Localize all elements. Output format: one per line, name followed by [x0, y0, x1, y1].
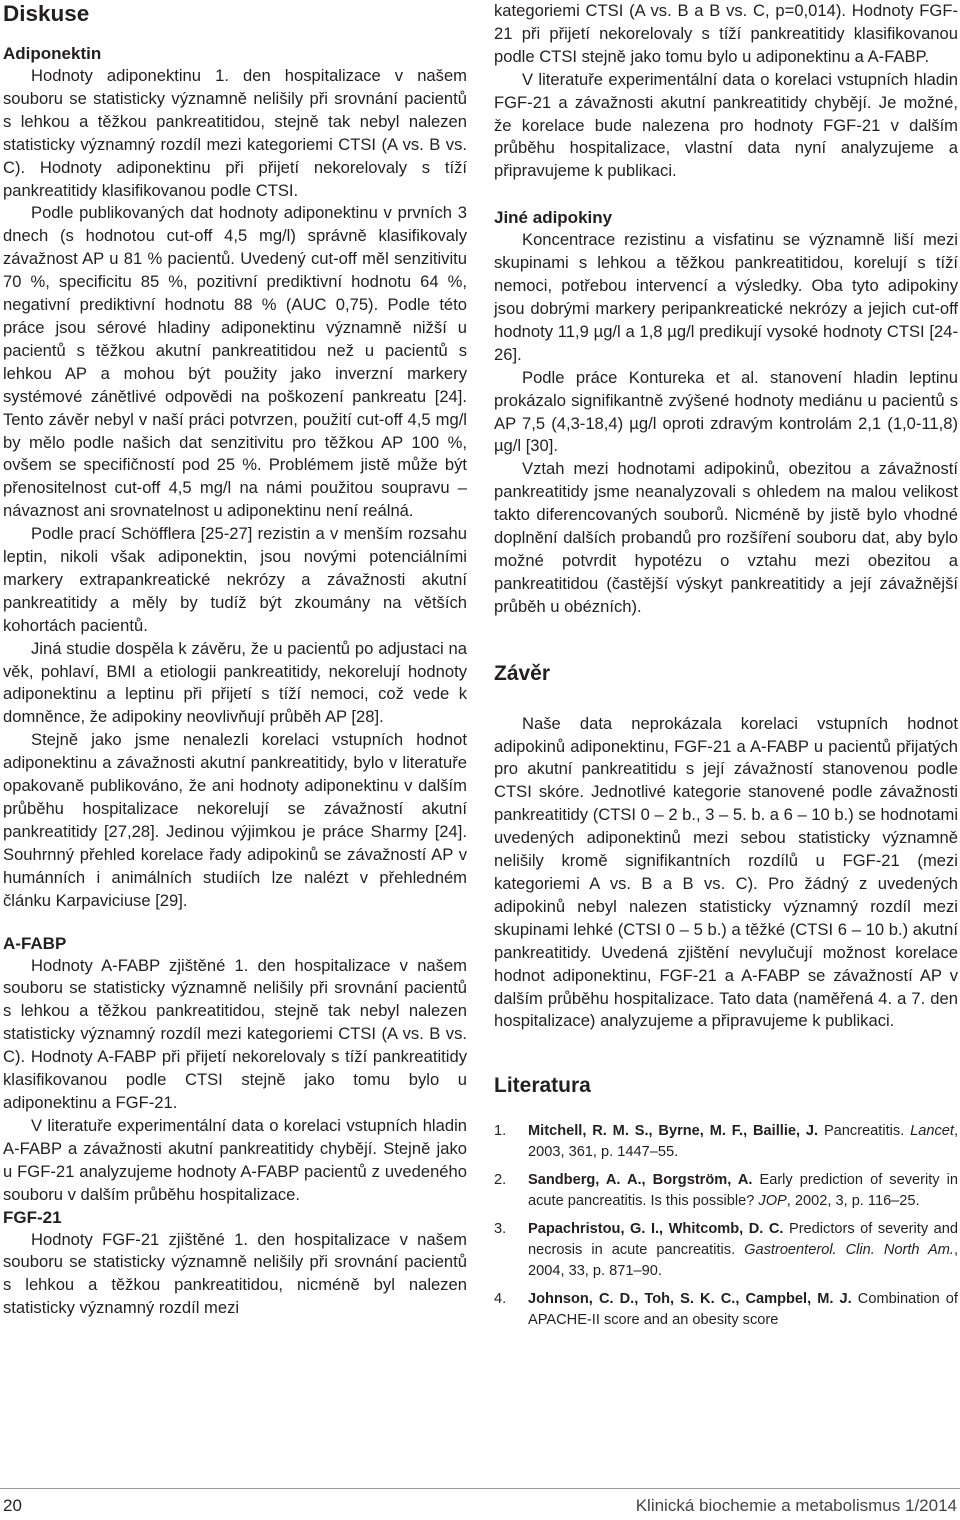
reference-item: 4. Johnson, C. D., Toh, S. K. C., Campbel, M. J. Combination of APACHE-II score and an obesity score: [494, 1291, 958, 1329]
journal-name: Klinická biochemie a metabolismus 1/2014: [635, 1496, 957, 1515]
afabp-heading: A-FABP: [3, 933, 67, 953]
left-column: [3, 0, 467, 1320]
reference-item: 1. Mitchell, R. M. S., Byrne, M. F., Baillie, J. Pancreatitis. Lancet, 2003, 361, p. 1447–55.: [494, 1123, 958, 1161]
fgf-paragraph-2: V literatuře experimentální data o korelaci vstupních hladin FGF-21 a závažnosti akutní pankreatitidy chybějí. Je možné, že korelace bude nalezena pro hodnoty FGF-21 v dalším průběhu hospitalizace, vlastní data nyní analyzujeme a připravujeme k publikaci.: [494, 69, 958, 181]
footer-divider: [0, 1488, 960, 1489]
reference-item: 3. Papachristou, G. I., Whitcomb, D. C. Predictors of severity and necrosis in acute pancreatitis. Gastroenterol. Clin. North Am., 2004, 33, p. 871–90.: [494, 1221, 958, 1280]
adiponektin-paragraph-5: Stejně jako jsme nenalezli korelaci vstupních hodnot adiponektinu a závažnosti akutní pankreatitidy, bylo v literatuře opakovaně publikováno, že ani hodnoty adiponektinu v dalším průběhu hospitalizace nekorelují se závažností akutní pankreatitidy [27,28]. Jedinou výjimkou je práce Sharmy [24]. Souhrnný přehled korelace řady adipokinů se závažností AP v humánních i animálních studiích lze nalézt v přehledném článku Karpaviciuse [29].: [3, 730, 467, 910]
section-title: Diskuse: [3, 1, 90, 26]
page-number: 20: [3, 1496, 22, 1515]
fgf-paragraph-1: Hodnoty FGF-21 zjištěné 1. den hospitalizace v našem souboru se statisticky významně nelišily při srovnání pacientů s lehkou a těžkou pankreatitidou, nicméně byl nalezen statisticky významný rozdíl mezi: [3, 1229, 467, 1318]
reference-item: 2. Sandberg, A. A., Borgström, A. Early prediction of severity in acute pancreatitis. Is this possible? JOP, 2002, 3, p. 116–25.: [494, 1172, 958, 1210]
right-column: [494, 0, 958, 1338]
jine-paragraph-2: Podle práce Kontureka et al. stanovení hladin leptinu prokázalo signifikantně zvýšené hodnoty mediánu u pacientů s AP 7,5 (4,3-18,4) µg/l oproti zdravým kontrolám 2,1 (1,0-11,8) µg/l [30].: [494, 367, 958, 456]
afabp-paragraph-2: V literatuře experimentální data o korelaci vstupních hladin A-FABP a závažnosti akutní pankreatitidy chybějí. Stejně jako u FGF-21 analyzujeme hodnoty A-FABP pacientů z uvedeného souboru v dalším průběhu hospitalizace.: [3, 1115, 467, 1204]
adiponektin-paragraph-4: Jiná studie dospěla k závěru, že u pacientů po adjustaci na věk, pohlaví, BMI a etiologii pankreatitidy, nekorelují hodnoty adiponektinu a leptinu při přijetí s tíží nemoci, což vede k domněnce, že adipokiny neovlivňují průběh AP [28].: [3, 638, 467, 727]
adiponektin-paragraph-1: Hodnoty adiponektinu 1. den hospitalizace v našem souboru se statisticky významně nelišily při srovnání pacientů s lehkou a těžkou pankreatitidou, stejně tak nebyl nalezen statisticky významný rozdíl mezi kategoriemi CTSI (A vs. B vs. C). Hodnoty adiponektinu při přijetí nekorelovaly s tíží pankreatitidy klasifikovanou podle CTSI.: [3, 66, 467, 200]
adiponektin-paragraph-2: Podle publikovaných dat hodnoty adiponektinu v prvních 3 dnech (s hodnotou cut-off 4,5 mg/l) správně klasifikovaly závažnost AP u 81 % pacientů. Uvedený cut-off měl senzitivitu 70 %, specificitu 85 %, pozitivní prediktivní hodnotu 64 %, negativní prediktivní hodnotu 88 % (AUC 0,75). Podle této práce jsou sérové hladiny adiponektinu významně nižší u pacientů s těžkou akutní pankreatitidou než u pacientů s lehkou AP a mohou být použity jako inverzní markery systémové zánětlivé odpovědi na poškození pankreatu [24]. Tento závěr nebyl v naší práci potvrzen, použití cut-off 4,5 mg/l by mělo podle našich dat senzitivitu pro těžkou AP 100 %, ovšem se specifičností pod 25 %. Problémem jistě může být přenositelnost cut-off 4,5 mg/l na námi použitou soupravu – návaznost ani srovnatelnost u adiponektinu není reálná.: [3, 203, 467, 521]
fgf-heading: FGF-21: [3, 1207, 62, 1227]
jine-adipokiny-heading: Jiné adipokiny: [494, 208, 613, 228]
fgf-paragraph-continued: kategoriemi CTSI (A vs. B a B vs. C, p=0,014). Hodnoty FGF-21 při přijetí nekorelovaly s tíží pankreatitidy klasifikovanou podle CTSI stejně jako tomu bylo u adiponektinu a A-FABP.: [494, 1, 958, 66]
afabp-paragraph-1: Hodnoty A-FABP zjištěné 1. den hospitalizace v našem souboru se statisticky významně nelišily při srovnání pacientů s lehkou a těžkou pankreatitidou, stejně tak nebyl nalezen statisticky významný rozdíl mezi kategoriemi CTSI (A vs. B vs. C). Hodnoty A-FABP při přijetí nekorelovaly s tíží pankreatitidy klasifikovanou podle CTSI stejně jako tomu bylo u adiponektinu a FGF-21.: [3, 955, 467, 1112]
jine-paragraph-3: Vztah mezi hodnotami adipokinů, obezitou a závažností pankreatitidy jsme neanalyzovali s ohledem na malou velikost takto diferencovaných souborů. Nicméně by jistě bylo vhodné doplnění dalších probandů pro rozšíření souboru dat, aby bylo možné potvrdit hypotézu o vztahu mezi obezitou a pankreatitidou (častější výskyt pankreatitidy a její závažnější průběh u obézních).: [494, 459, 958, 616]
reference-list: [494, 1121, 958, 1331]
adiponektin-paragraph-3: Podle prací Schöfflera [25-27] rezistin a v menším rozsahu leptin, nikoli však adiponektin, jsou novými potenciálními markery extrapankreatické nekrózy a závažnosti akutní pankreatitidy a měly by tudíž být zkoumány na větších kohortách pacientů.: [3, 524, 467, 635]
adiponektin-heading: Adiponektin: [3, 44, 102, 63]
zaver-heading: Závěr: [494, 661, 551, 685]
jine-paragraph-1: Koncentrace rezistinu a visfatinu se významně liší mezi skupinami s lehkou a těžkou pankreatitidou, korelují s tíží nemoci, potřebou intervencí a výsledky. Oba tyto adipokiny jsou dobrými markery peripankreatické nekrózy a jejich cut-off hodnoty 11,9 µg/l a 1,8 µg/l predikují vysoké hodnoty CTSI [24-26].: [494, 230, 958, 364]
literatura-heading: Literatura: [494, 1074, 591, 1098]
zaver-paragraph: Naše data neprokázala korelaci vstupních hodnot adipokinů adiponektinu, FGF-21 a A-FABP u pacientů přijatých pro akutní pankreatitidu s její závažností stanovenou podle CTSI skóre. Jednotlivé kategorie stanovené podle závažnosti pankreatitidy (CTSI 0 – 2 b., 3 – 5. b. a 6 – 10 b.) se hodnotami uvedených adiponektinů mezi sebou statisticky významně nelišily kromě signifikantních rozdílů u FGF-21 (mezi kategoriemi A vs. B a B vs. C). Pro žádný z uvedených adipokinů nebyl nalezen statisticky významný rozdíl mezi skupinami lehké (CTSI 0 – 5 b.) a těžké (CTSI 6 – 10 b.) akutní pankreatitidy. Uvedená zjištění nevylučují možnost korelace hodnot adiponektinu, FGF-21 a A-FABP se závažností AP v dalším průběhu hospitalizace. Tato data (naměřená 4. a 7. den hospitalizace) analyzujeme a připravujeme k publikaci.: [494, 713, 958, 1031]
